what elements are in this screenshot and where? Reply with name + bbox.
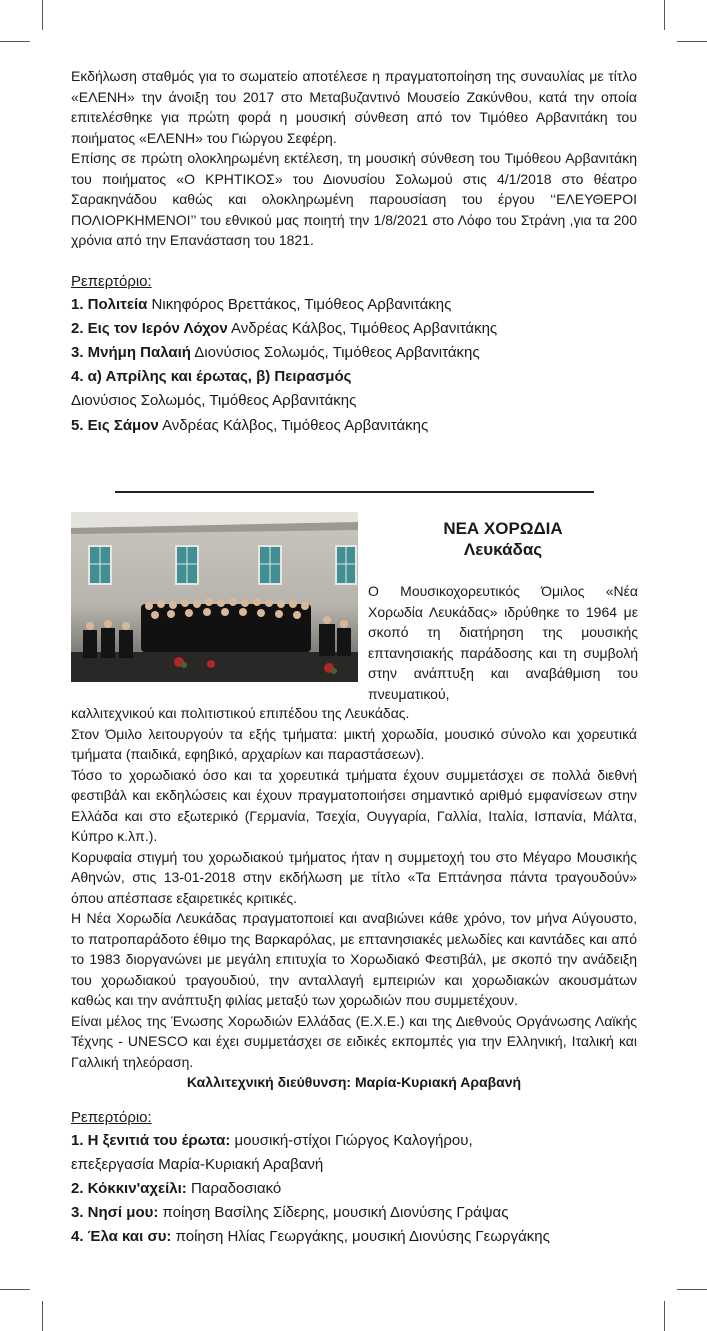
repertoire-item-title: 4. α) Απρίλης και έρωτας, β) Πειρασμός	[71, 368, 352, 386]
choir-intro: Ο Μουσικοχορευτικός Όμιλος «Νέα Χορωδία Λευκάδας» ιδρύθηκε το 1964 με σκοπό τη διατήρηση της μουσικής επτανησιακής παράδοσης και τη συμβολή στην ανάπτυξη και αναβάθμιση του πνευματικού,	[368, 583, 638, 702]
paragraph: Κορυφαία στιγμή του χορωδιακού τμήματος ήταν η συμμετοχή του στο Μέγαρο Μουσικής Αθηνών, στις 13-01-2018 στην εκδήλωση με τίτλο «Τα Επτάνησα πάντα τραγουδούν» όπου απέσπασε εξαιρετικές κριτικές.	[71, 848, 637, 906]
choir-title-line1: ΝΕΑ ΧΟΡΩΔΙΑ	[443, 519, 563, 538]
repertoire-item-title: 1. Πολιτεία	[71, 295, 148, 313]
repertoire-item	[71, 1177, 637, 1201]
choir-title-line2: Λευκάδας	[463, 540, 543, 559]
section-divider	[115, 491, 594, 493]
paragraph: καλλιτεχνικού και πολιτιστικού επιπέδου της Λευκάδας.	[71, 705, 410, 721]
repertoire-item-title: 2. Εις τον Ιερόν Λόχον	[71, 319, 228, 337]
repertoire-item-credits: Παραδοσιακό	[186, 1179, 282, 1197]
repertoire-item	[71, 317, 637, 341]
repertoire-item	[71, 365, 637, 389]
section-1	[71, 66, 637, 438]
repertoire-item-title: 3. Μνήμη Παλαιή	[71, 343, 191, 361]
repertoire-title: Ρεπερτόριο:	[71, 1108, 152, 1126]
paragraph: Εκδήλωση σταθμός για το σωματείο αποτέλεσε η πραγματοποίηση της συναυλίας με τίτλο «ΕΛΕΝΗ» την άνοιξη του 2017 στο Μεταβυζαντινό Μουσείο Ζακύνθου, κατά την οποία επιτελέσθηκε για πρώτη φορά η μουσική σύνθεση από τον Τιμόθεο Αρβανιτάκη του ποιήματος «ΕΛΕΝΗ» του Γιώργου Σεφέρη.	[71, 68, 637, 146]
repertoire-title: Ρεπερτόριο:	[71, 272, 152, 290]
repertoire-item-title: 2. Κόκκιν'αχείλι:	[71, 1179, 187, 1197]
repertoire-list	[71, 1129, 637, 1250]
repertoire-list	[71, 293, 637, 438]
repertoire-item	[71, 414, 637, 438]
paragraph: Η Νέα Χορωδία Λευκάδας πραγματοποιεί και αναβιώνει κάθε χρόνο, τον μήνα Αύγουστο, το πατροπαράδοτο έθιμο της Βαρκαρόλας, με επτανησιακές μελωδίες και καντάδες και από το 1983 διοργανώνει με μεγάλη επιτυχία το Χορωδιακό Φεστιβάλ, με σκοπό την ανάδειξη του χορωδιακού τραγουδιού, την ανταλλαγή εμπειριών και χορωδιακών ακουσμάτων καθώς και την ανάπτυξη φιλίας μεταξύ των χορωδιών που συμμετέχουν.	[71, 910, 637, 1008]
repertoire-item-credits: ποίηση Ηλίας Γεωργάκης, μουσική Διονύσης Γεωργάκης	[171, 1228, 550, 1246]
crop-mark	[0, 41, 30, 42]
repertoire-item-credits: Νικηφόρος Βρεττάκος, Τιμόθεος Αρβανιτάκης	[147, 295, 452, 313]
crop-mark	[664, 1301, 665, 1331]
choir-photo	[71, 512, 358, 682]
section-2-body	[71, 703, 637, 1250]
repertoire-item-credits: Διονύσιος Σολωμός, Τιμόθεος Αρβανιτάκης	[190, 343, 480, 361]
crop-mark	[0, 1289, 30, 1290]
repertoire-item	[71, 1129, 637, 1153]
paragraph: Στον Όμιλο λειτουργούν τα εξής τμήματα: μικτή χορωδία, μουσικό σύνολο και χορευτικά τμήματα (παιδικά, εφηβικό, αρχαρίων και παραστάσεων).	[71, 725, 637, 762]
paragraph: Τόσο το χορωδιακό όσο και τα χορευτικά τμήματα έχουν συμμετάσχει σε πολλά διεθνή φεστιβάλ και εκδηλώσεις και έχουν πραγματοποιήσει σημαντικό αριθμό εμφανίσεων στην Ελλάδα και στο εξωτερικό (Γερμανία, Τσεχία, Ουγγαρία, Γαλλία, Ιταλία, Ισπανία, Μάλτα, Κύπρο κ.λπ.).	[71, 766, 637, 844]
crop-mark	[664, 0, 665, 30]
paragraph: Είναι μέλος της Ένωσης Χορωδιών Ελλάδας (Ε.Χ.Ε.) και της Διεθνούς Οργάνωσης Λαϊκής Τέχνης - UNESCO και έχει συμμετάσχει σε ειδικές εκπομπές για την Ελληνική, Ιταλική και Γαλλική τηλεόραση.	[71, 1012, 637, 1070]
repertoire-item	[71, 1225, 637, 1249]
repertoire-item-credits: επεξεργασία Μαρία-Κυριακή Αραβανή	[71, 1155, 324, 1173]
crop-mark	[677, 1289, 707, 1290]
repertoire-item-title: 5. Εις Σάμον	[71, 416, 159, 434]
crop-mark	[42, 1301, 43, 1331]
repertoire-item	[71, 341, 637, 365]
choir-title	[368, 518, 638, 560]
repertoire-item	[71, 293, 637, 317]
crop-mark	[677, 41, 707, 42]
repertoire-item-credits: ποίηση Βασίλης Σίδερης, μουσική Διονύσης Γράψας	[158, 1204, 509, 1222]
repertoire-item-credits: Διονύσιος Σολωμός, Τιμόθεος Αρβανιτάκης	[71, 392, 357, 410]
artistic-director: Καλλιτεχνική διεύθυνση: Μαρία-Κυριακή Αραβανή	[186, 1074, 522, 1090]
repertoire-item-credits: Ανδρέας Κάλβος, Τιμόθεος Αρβανιτάκης	[227, 319, 498, 337]
repertoire-item-title: 3. Νησί μου:	[71, 1204, 159, 1222]
repertoire-item-credits: μουσική-στίχοι Γιώργος Καλογήρου,	[230, 1131, 473, 1149]
repertoire-item-title: 4. Έλα και συ:	[71, 1228, 172, 1246]
repertoire-item	[71, 1201, 637, 1225]
paragraph: Επίσης σε πρώτη ολοκληρωμένη εκτέλεση, τη μουσική σύνθεση του Τιμόθεου Αρβανιτάκη του ποιήματος «Ο ΚΡΗΤΙΚΟΣ» του Διονυσίου Σολωμού στις 4/1/2018 στο θέατρο Σαρακηνάδου καθώς και ολοκληρωμένη παρουσίαση του έργου ‘‘ΕΛΕΥΘΕΡΟΙ ΠΟΛΙΟΡΚΗΜΕΝΟΙ’’ του εθνικού μας ποιητή την 1/8/2021 στο Λόφο του Στράνη ,για τα 200 χρόνια από την Επανάσταση του 1821.	[71, 150, 637, 248]
crop-mark	[42, 0, 43, 30]
repertoire-item	[71, 1153, 637, 1177]
repertoire-item-title: 1. Η ξενιτιά του έρωτα:	[71, 1131, 231, 1149]
repertoire-item	[71, 389, 637, 413]
repertoire-item-credits: Ανδρέας Κάλβος, Τιμόθεος Αρβανιτάκης	[158, 416, 429, 434]
